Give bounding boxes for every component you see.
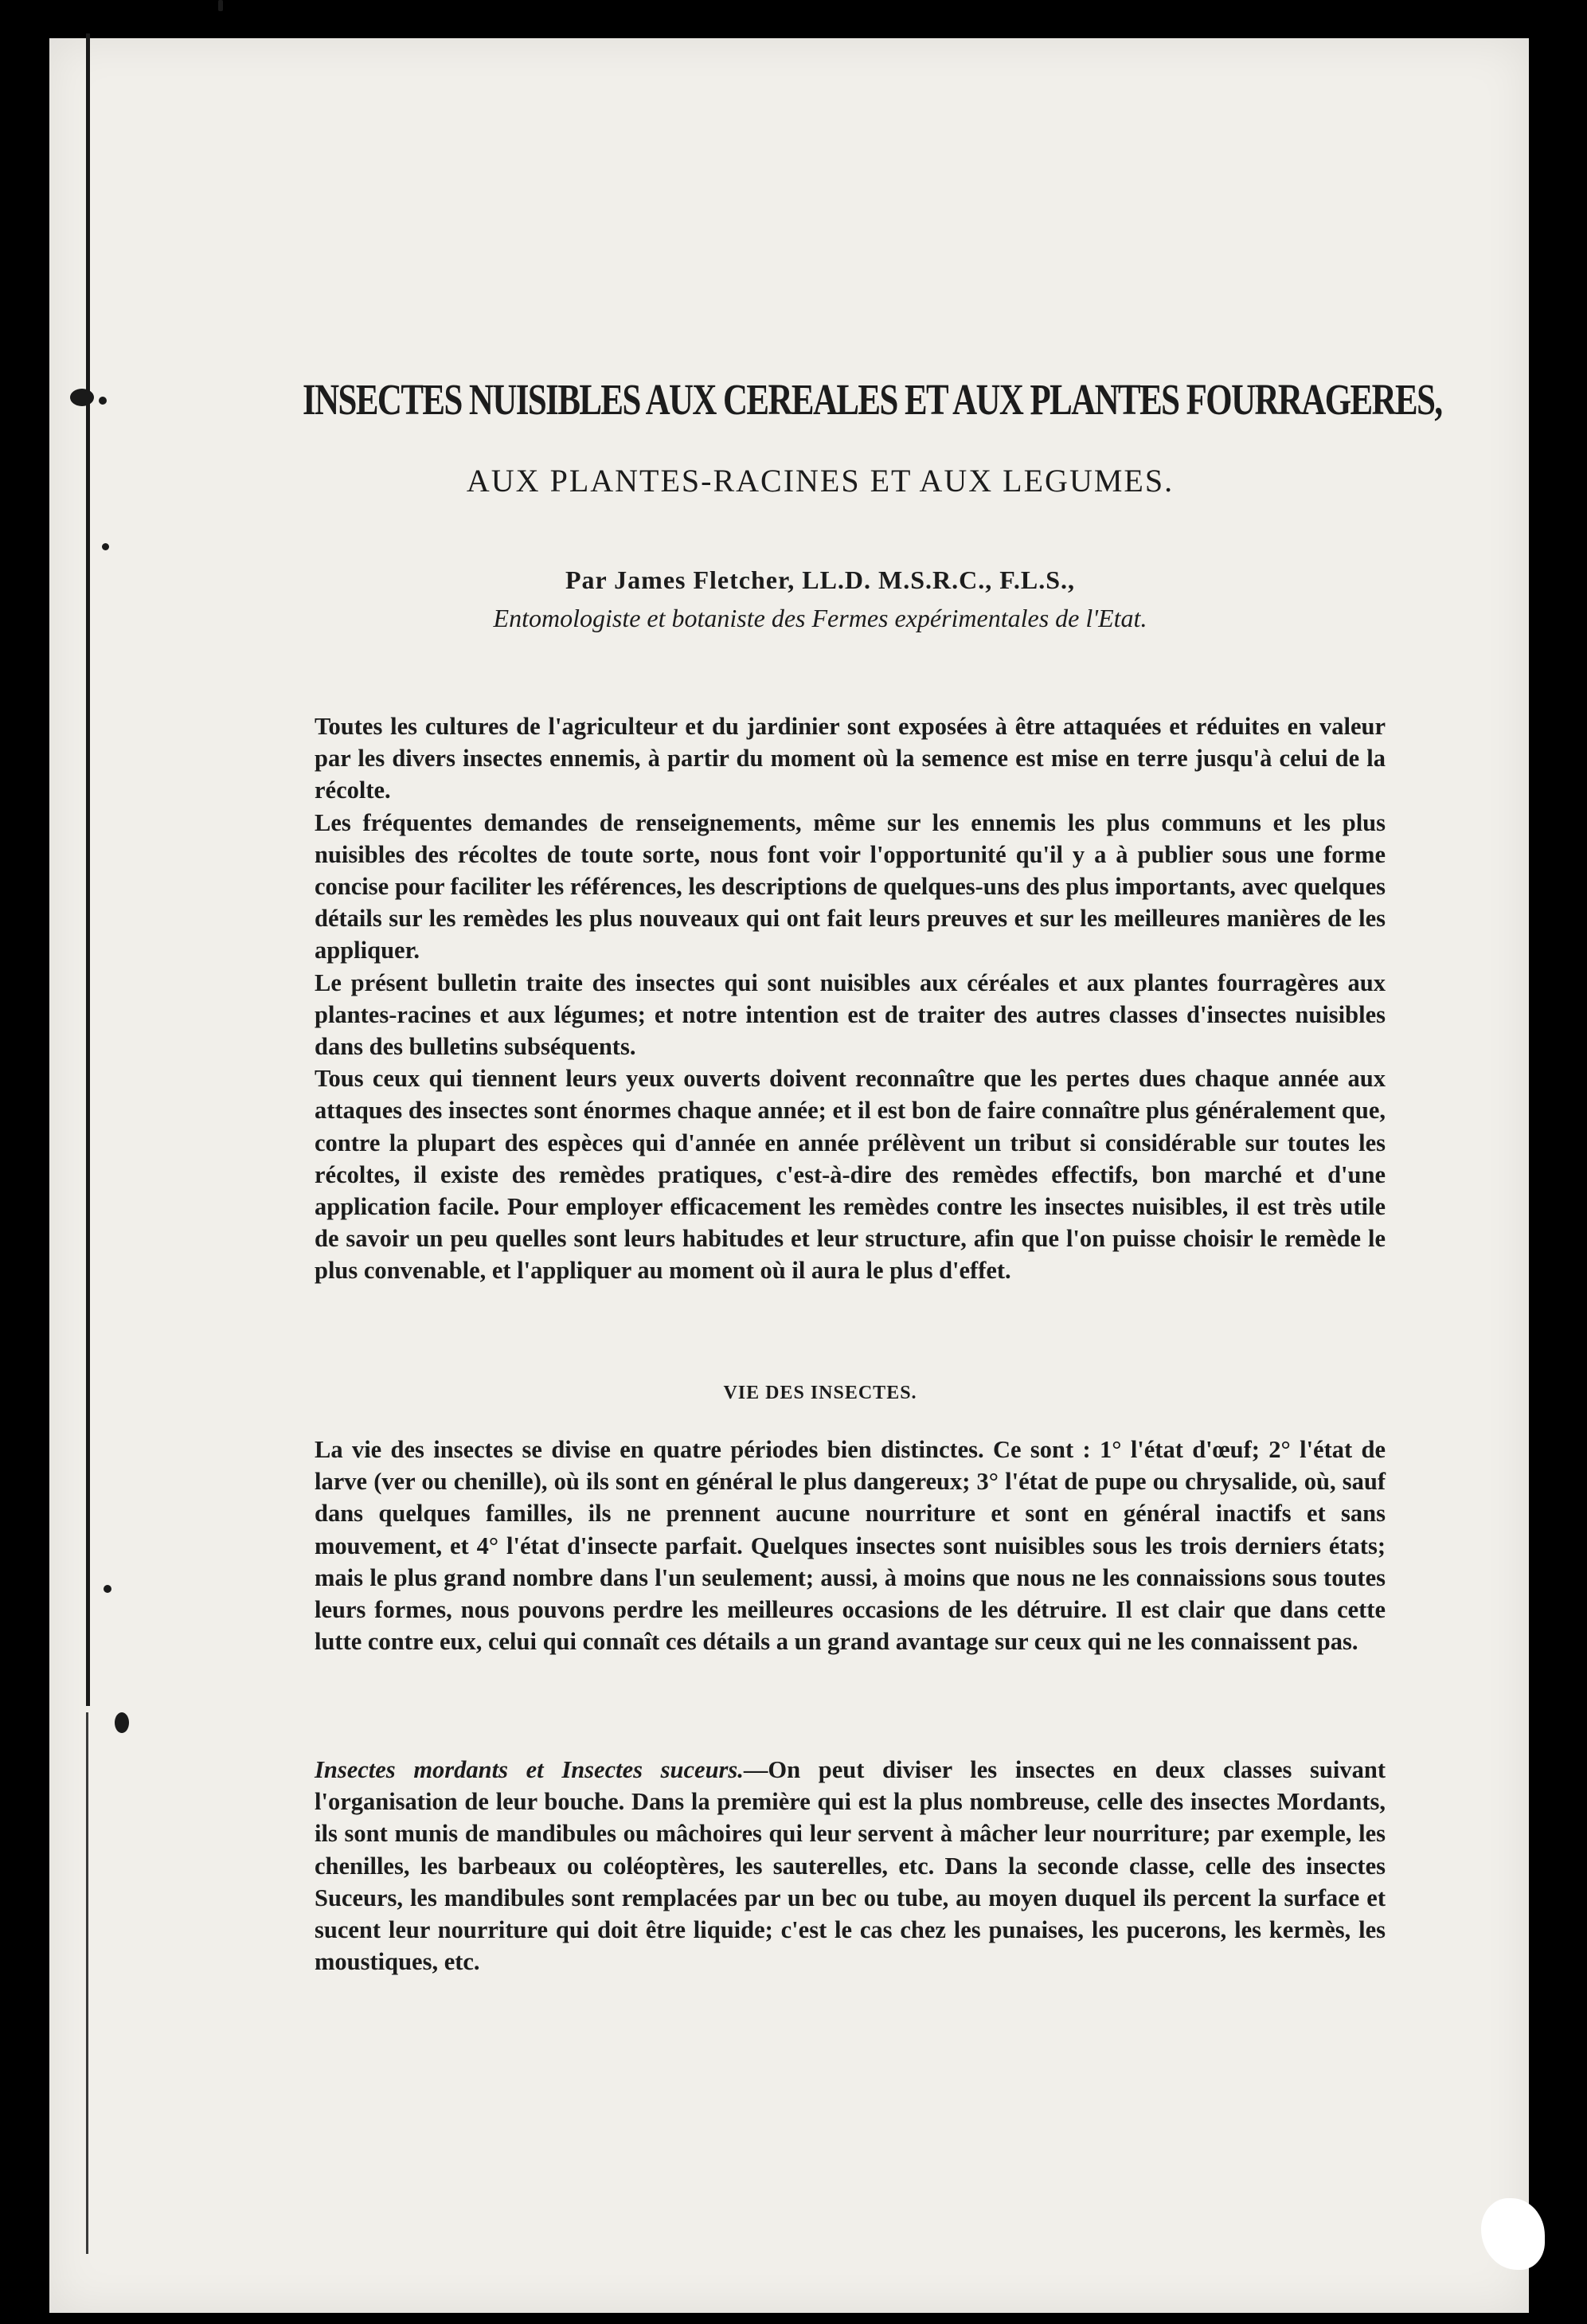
life-section xyxy=(315,1434,1386,1657)
author-line: Par James Fletcher, LL.D. M.S.R.C., F.L.S., xyxy=(565,565,1075,594)
scan-border-right xyxy=(1529,0,1587,2324)
scan-mark xyxy=(70,389,94,406)
document-subtitle: AUX PLANTES-RACINES ET AUX LEGUMES. xyxy=(466,463,1175,499)
intro-section xyxy=(315,710,1386,1287)
scan-mark xyxy=(102,543,109,550)
binding-line-lower xyxy=(86,1712,88,2254)
mouth-section xyxy=(315,1754,1386,1978)
paragraph: Le présent bulletin traite des insectes qui sont nuisibles aux céréales et aux plantes fourragères aux plantes-racines et aux légumes; et notre intention est de traiter des autres classes d'insectes nuisibles dans des bulletins subséquents. xyxy=(315,968,1386,1061)
scan-mark xyxy=(115,1712,129,1733)
paragraph: Toutes les cultures de l'agriculteur et du jardinier sont exposées à être attaquées et réduites en valeur par les divers insectes ennemis, à partir du moment où la semence est mise en terre jusqu'à celui de la récolte. xyxy=(315,713,1386,804)
paragraph-text: —On peut diviser les insectes en deux classes suivant l'organisation de leur bouche. Dans la première qui est la plus nombreuse, celle des insectes Mordants, ils sont munis de mandibules ou mâchoires qui leur servent à mâcher leur nourriture; par exemple, les chenilles, les barbeaux ou coléoptères, les sauterelles, etc. Dans la seconde classe, celle des insectes Suceurs, les mandibules sont remplacées par un bec ou tube, au moyen duquel ils percent la surface et sucent leur nourriture qui doit être liquide; c'est le cas chez les punaises, les pucerons, les kermès, les moustiques, etc. xyxy=(315,1756,1386,1976)
document-title: INSECTES NUISIBLES AUX CEREALES ET AUX PLANTES FOURRAGERES, xyxy=(303,375,1442,424)
section-heading: VIE DES INSECTES. xyxy=(723,1383,917,1403)
binding-line xyxy=(86,33,90,1706)
paragraph xyxy=(315,1754,1386,1978)
scan-mark xyxy=(218,0,223,11)
paragraph: Tous ceux qui tiennent leurs yeux ouverts doivent reconnaître que les pertes dues chaque année aux attaques des insectes sont énormes chaque année; et il est bon de faire connaître plus généralement que, contre la plupart des espèces qui d'année en année prélèvent un tribut si considérable sur toutes les récoltes, il existe des remèdes pratiques, c'est-à-dire des remèdes effectifs, bon marché et d'une application facile. Pour employer efficacement les remèdes contre les insectes nuisibles, il est très utile de savoir un peu quelles sont leurs habitudes et leur structure, afin que l'on puisse choisir le remède le plus convenable, et l'appliquer au moment où il aura le plus d'effet. xyxy=(315,1065,1386,1285)
author-affiliation: Entomologiste et botaniste des Fermes expérimentales de l'Etat. xyxy=(493,604,1147,632)
scan-mark xyxy=(104,1585,111,1593)
scan-mark xyxy=(99,397,107,405)
paragraph: Les fréquentes demandes de renseignements, même sur les ennemis les plus communs et les plus nuisibles des récoltes de toute sorte, nous font voir l'opportunité qu'il y a à publier sous une forme concise pour faciliter les références, les descriptions de quelques-uns des plus importants, avec quelques détails sur les remèdes les plus nouveaux qui ont fait leurs preuves et sur les meilleures manières de les appliquer. xyxy=(315,808,1386,964)
paragraph: La vie des insectes se divise en quatre périodes bien distinctes. Ce sont : 1° l'état d'œuf; 2° l'état de larve (ver ou chenille), où ils sont en général le plus dangereux; 3° l'état de pupe ou chrysalide, où, sauf dans quelques familles, ils ne prennent aucune nourriture et sont en général inactifs et sans mouvement, et 4° l'état d'insecte parfait. Quelques insectes sont nuisibles sous les trois derniers états; mais le plus grand nombre dans l'un seulement; aussi, à moins que nous ne les connaissions sous toutes leurs formes, nous pouvons perdre les meilleures occasions de les détruire. Il est clair que dans cette lutte contre eux, celui qui connaît ces détails a un grand avantage sur ceux qui ne les connaissent pas. xyxy=(315,1436,1386,1656)
inline-heading: Insectes mordants et Insectes suceurs. xyxy=(315,1756,744,1783)
